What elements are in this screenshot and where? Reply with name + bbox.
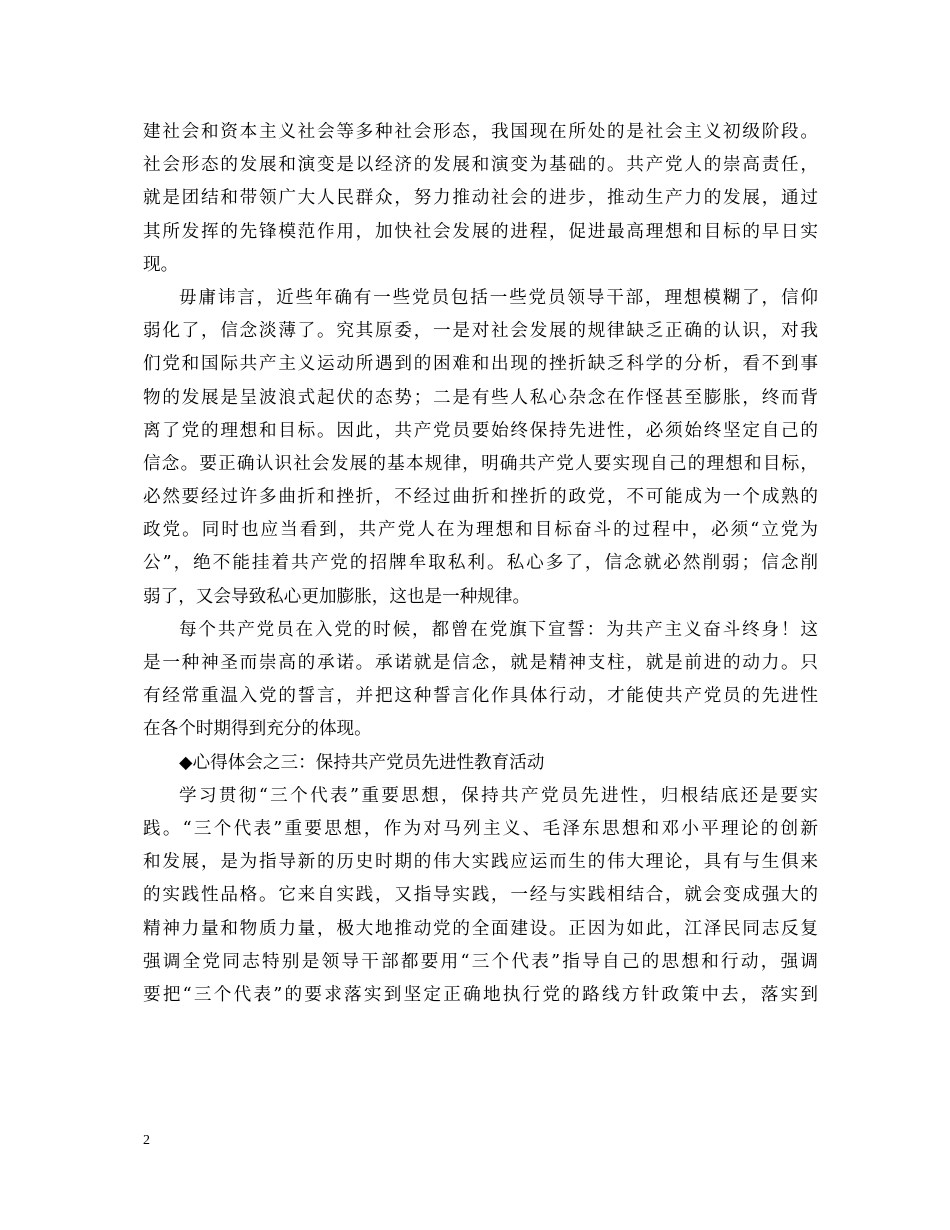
text-line: ◆心得体会之三：保持共产党员先进性教育活动 bbox=[179, 752, 545, 773]
text-line: 强调全党同志特别是领导干部都要用“三个代表”指导自己的思想和行动，强调 bbox=[143, 951, 818, 972]
text-line: 践。“三个代表”重要思想，作为对马列主义、毛泽东思想和邓小平理论的创新 bbox=[143, 818, 818, 839]
text-line: 每个共产党员在入党的时候，都曾在党旗下宣誓：为共产主义奋斗终身！这 bbox=[179, 619, 818, 640]
text-line: 弱化了，信念淡薄了。究其原委，一是对社会发展的规律缺乏正确的认识，对我 bbox=[143, 321, 818, 342]
text-line: 离了党的理想和目标。因此，共产党员要始终保持先进性，必须始终坚定自己的 bbox=[143, 420, 818, 441]
text-line: 弱了，又会导致私心更加膨胀，这也是一种规律。 bbox=[143, 586, 531, 607]
body-text bbox=[143, 116, 818, 1012]
text-line: 毋庸讳言，近些年确有一些党员包括一些党员领导干部，理想模糊了，信仰 bbox=[179, 287, 818, 308]
text-line: 必然要经过许多曲折和挫折，不经过曲折和挫折的政党，不可能成为一个成熟的 bbox=[143, 487, 818, 508]
text-line: 公”，绝不能挂着共产党的招牌牟取私利。私心多了，信念就必然削弱；信念削 bbox=[143, 553, 818, 574]
text-line: 有经常重温入党的誓言，并把这种誓言化作具体行动，才能使共产党员的先进性 bbox=[143, 686, 818, 707]
text-line: 社会形态的发展和演变是以经济的发展和演变为基础的。共产党人的崇高责任， bbox=[143, 155, 818, 176]
text-line: 要把“三个代表”的要求落实到坚定正确地执行党的路线方针政策中去，落实到 bbox=[143, 984, 818, 1005]
text-line: 就是团结和带领广大人民群众，努力推动社会的进步，推动生产力的发展，通过 bbox=[143, 188, 818, 209]
text-line: 们党和国际共产主义运动所遇到的困难和出现的挫折缺乏科学的分析，看不到事 bbox=[143, 354, 818, 375]
page-number: 2 bbox=[143, 1133, 150, 1148]
text-line: 物的发展是呈波浪式起伏的态势；二是有些人私心杂念在作怪甚至膨胀，终而背 bbox=[143, 387, 818, 408]
text-line: 建社会和资本主义社会等多种社会形态，我国现在所处的是社会主义初级阶段。 bbox=[143, 122, 818, 142]
text-line: 的实践性品格。它来自实践，又指导实践，一经与实践相结合，就会变成强大的 bbox=[143, 885, 818, 906]
text-line: 信念。要正确认识社会发展的基本规律，明确共产党人要实现自己的理想和目标， bbox=[143, 453, 818, 474]
text-line: 是一种神圣而崇高的承诺。承诺就是信念，就是精神支柱，就是前进的动力。只 bbox=[143, 653, 818, 673]
text-line: 学习贯彻“三个代表”重要思想，保持共产党员先进性，归根结底还是要实 bbox=[179, 785, 818, 806]
text-line: 其所发挥的先锋模范作用，加快社会发展的进程，促进最高理想和目标的早日实 bbox=[143, 221, 818, 242]
text-line: 现。 bbox=[143, 254, 179, 275]
text-line: 政党。同时也应当看到，共产党人在为理想和目标奋斗的过程中，必须“立党为 bbox=[143, 520, 818, 541]
text-line: 和发展，是为指导新的历史时期的伟大实践应运而生的伟大理论，具有与生俱来 bbox=[143, 852, 818, 873]
text-line: 在各个时期得到充分的体现。 bbox=[143, 719, 372, 740]
text-line: 精神力量和物质力量，极大地推动党的全面建设。正因为如此，江泽民同志反复 bbox=[143, 918, 818, 939]
